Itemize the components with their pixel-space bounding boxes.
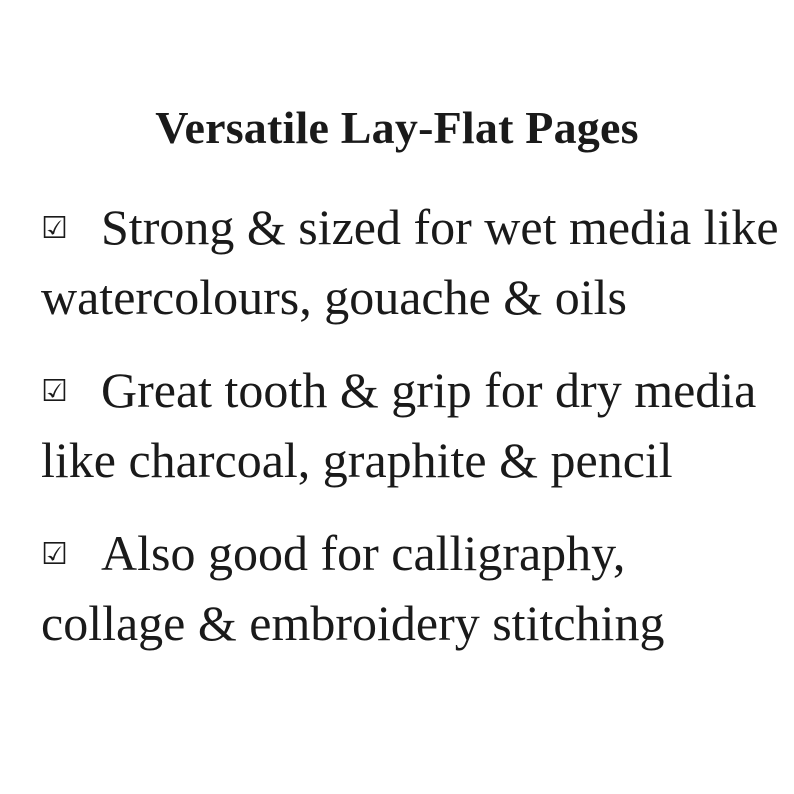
feature-item-dry-media	[41, 355, 781, 495]
feature-item-calligraphy	[41, 518, 781, 658]
page-title: Versatile Lay-Flat Pages	[155, 102, 639, 153]
feature-text: Strong & sized for wet media like watercolours, gouache & oils	[41, 199, 779, 325]
checked-box-icon: ☑	[41, 537, 68, 572]
feature-text: Great tooth & grip for dry media like charcoal, graphite & pencil	[41, 362, 757, 488]
checked-box-icon: ☑	[41, 374, 68, 409]
feature-text: Also good for calligraphy, collage & embroidery stitching	[41, 525, 665, 651]
feature-list	[41, 192, 781, 681]
feature-item-wet-media	[41, 192, 781, 332]
checked-box-icon: ☑	[41, 211, 68, 246]
